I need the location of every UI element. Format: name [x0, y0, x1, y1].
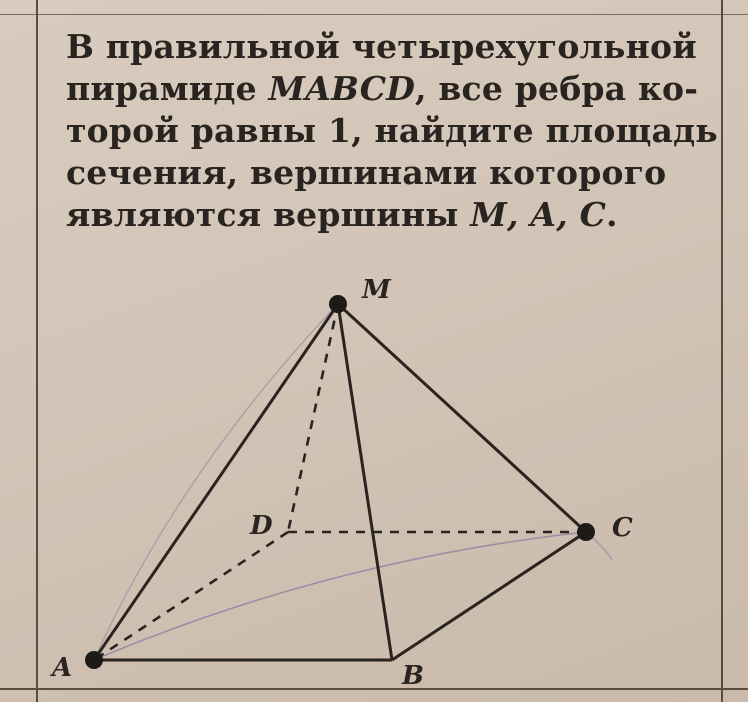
- edge-mb: [338, 304, 392, 660]
- edge-mc: [338, 304, 586, 532]
- edge-da-hidden: [94, 532, 288, 660]
- problem-line-5-end: .: [606, 195, 618, 234]
- problem-line-1: В правильной четырехугольной: [66, 27, 697, 66]
- problem-line-5-start: являются вершины: [66, 195, 471, 234]
- problem-line-4: сечения, вершинами которого: [66, 153, 667, 192]
- vertex-a-label: A: [52, 653, 73, 683]
- vertex-m-dot: [329, 295, 347, 313]
- vertex-m-label: M: [362, 275, 391, 305]
- edge-ma: [94, 304, 338, 660]
- problem-line-3: торой равны 1, найдите площадь: [66, 111, 718, 150]
- vertex-a-dot: [85, 651, 103, 669]
- vertex-c-label: C: [612, 513, 633, 543]
- pyramid-name: MABCD: [268, 69, 416, 108]
- edge-bc: [392, 532, 586, 660]
- vertex-d-label: D: [250, 511, 273, 541]
- problem-line-2-start: пирамиде: [66, 69, 269, 108]
- vertex-c-dot: [577, 523, 595, 541]
- problem-line-2-end: , все ребра ко-: [415, 69, 699, 108]
- section-vertices: M, A, C: [470, 195, 607, 234]
- vertex-b-label: B: [402, 661, 424, 691]
